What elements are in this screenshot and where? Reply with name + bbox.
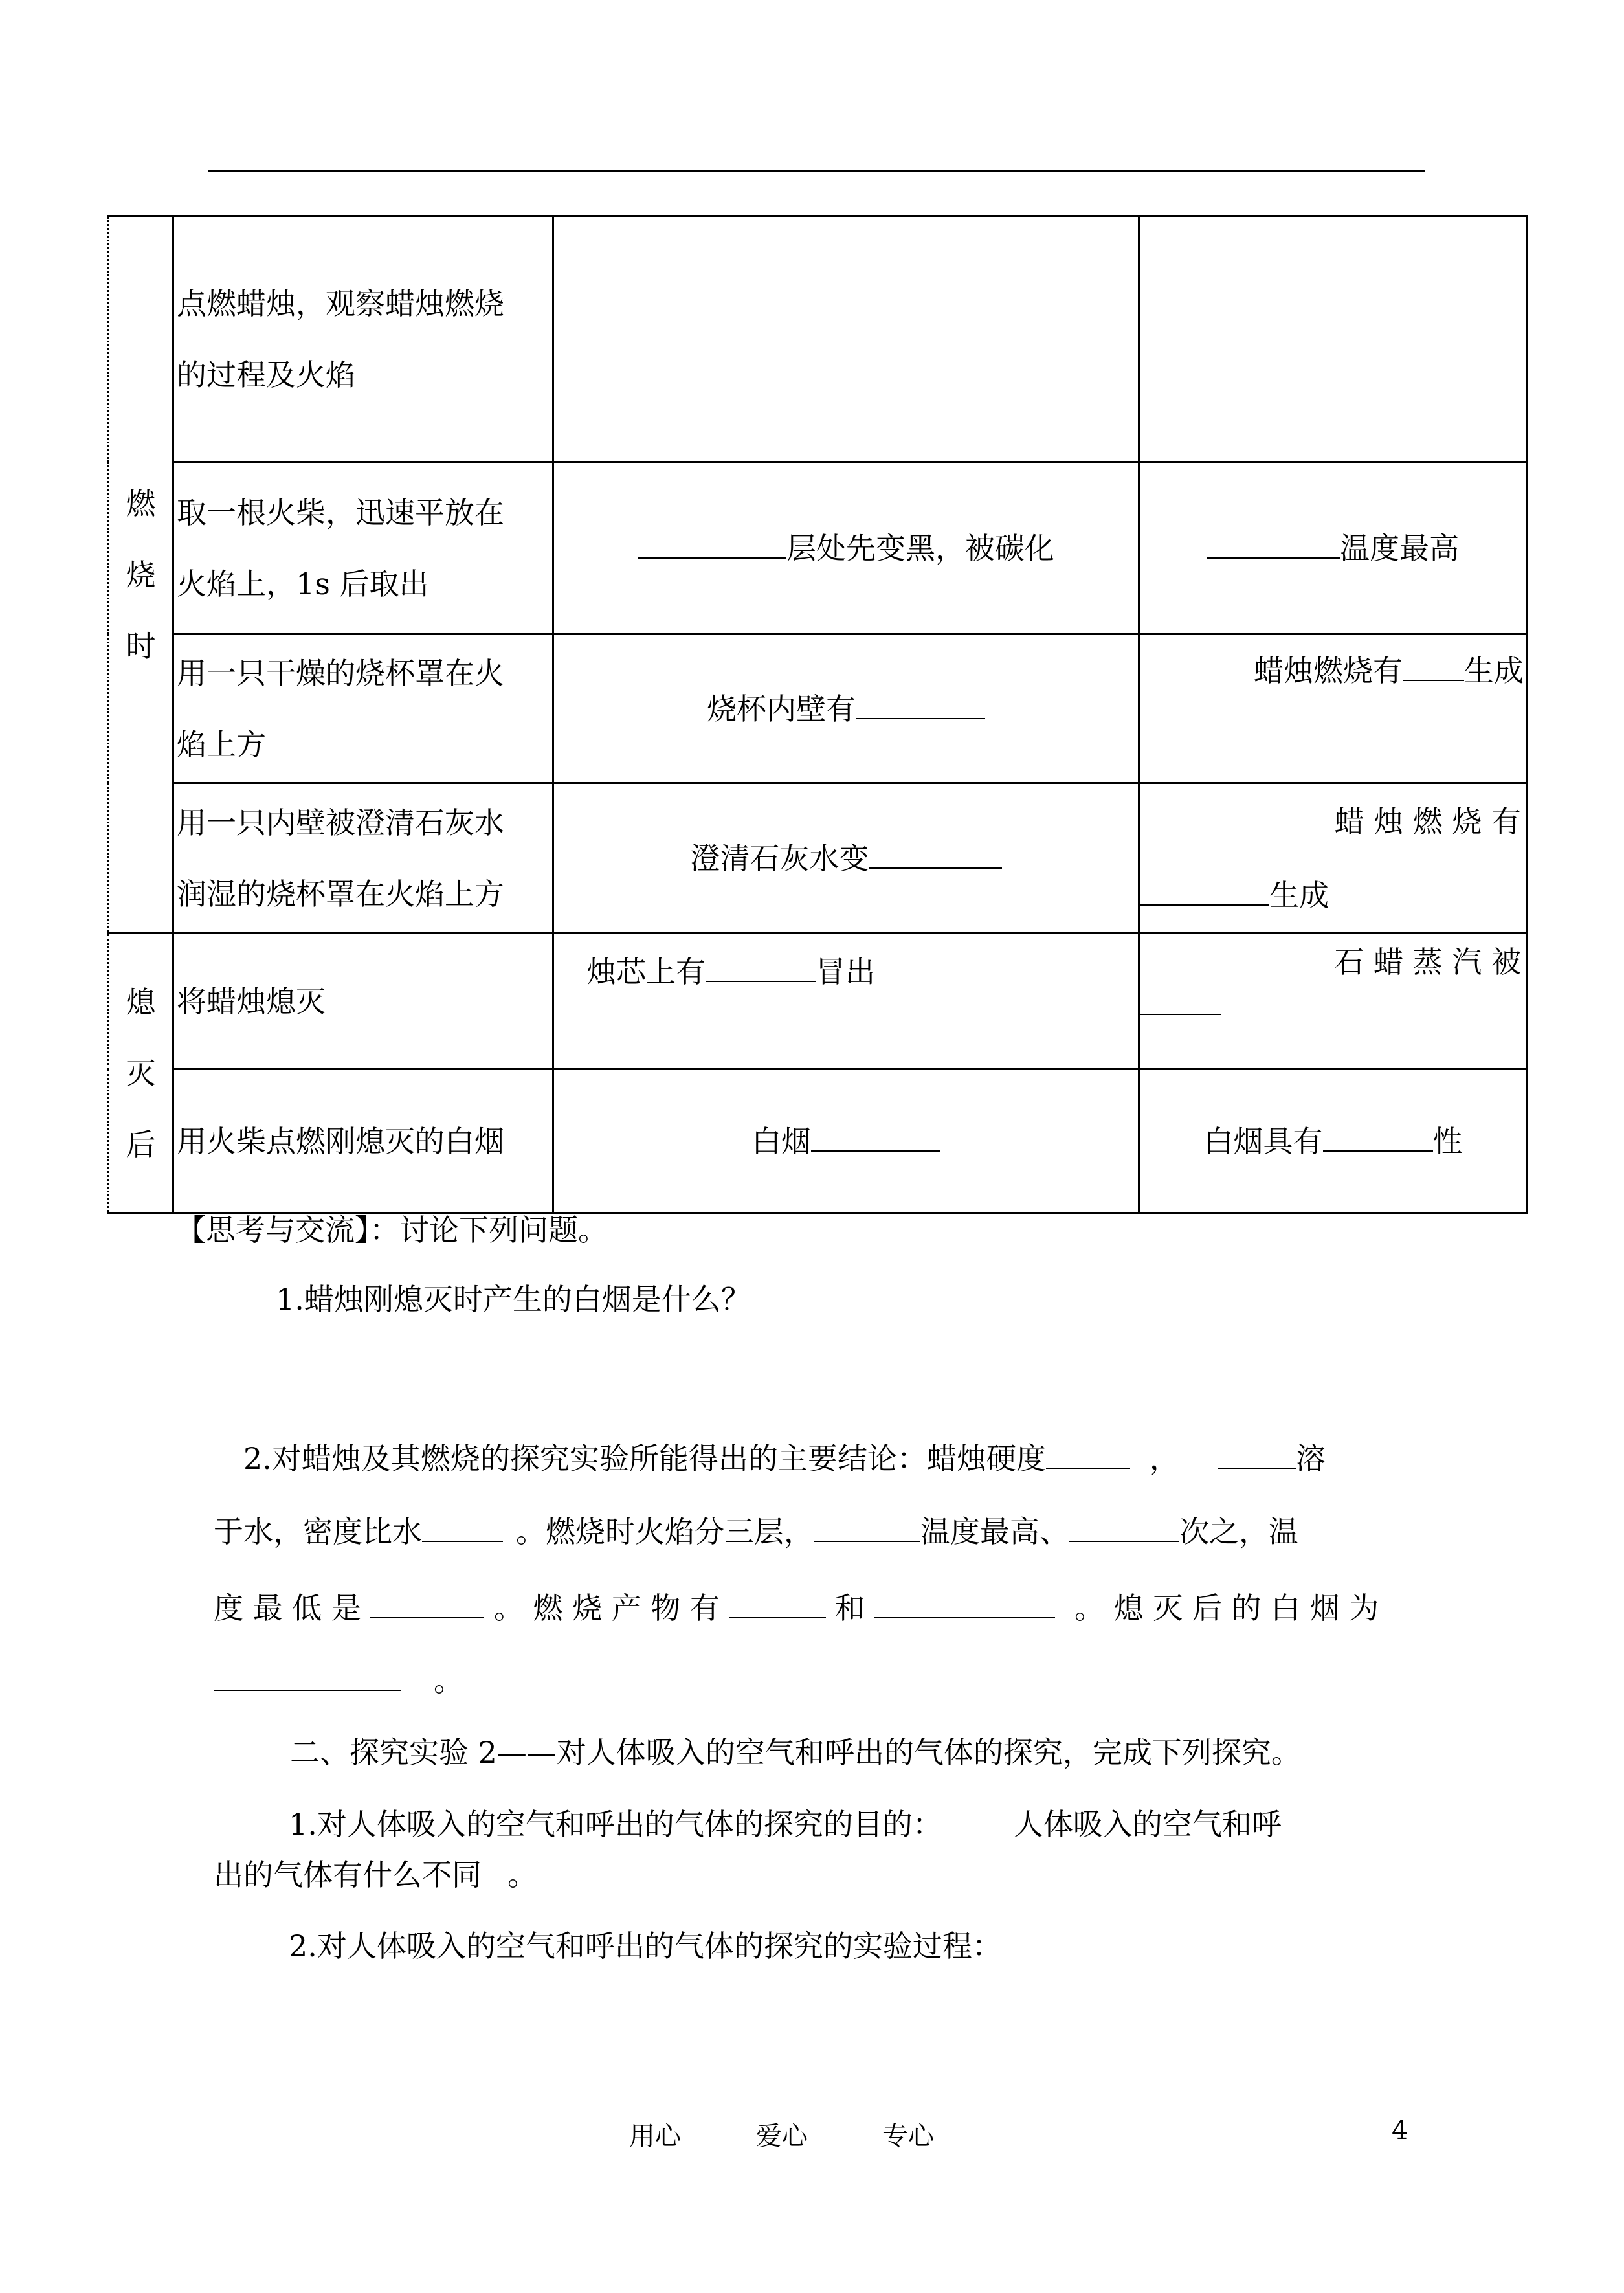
phenomenon-cell: [553, 216, 1139, 462]
q2-text: 度 最 低 是: [214, 1591, 361, 1626]
q2-text: 温度最高、: [920, 1514, 1069, 1549]
phenomenon-text: 澄清石灰水变: [690, 840, 869, 876]
conclusion-cell: [1139, 1069, 1528, 1213]
phenomenon-text: 冒出: [816, 954, 875, 989]
phenomenon-cell: [553, 462, 1139, 634]
conclusion-line: 石 蜡 蒸 汽 被: [1334, 945, 1521, 979]
question-2-line-2: [214, 1512, 1298, 1551]
p1-text: 1.对人体吸入的空气和呼出的气体的探究的目的：: [289, 1807, 942, 1842]
operation-cell: [173, 634, 553, 783]
q2-text: 于水，密度比水: [214, 1514, 422, 1549]
operation-cell: [173, 934, 553, 1069]
fill-blank[interactable]: [422, 1512, 503, 1542]
q2-text: 。 熄 灭 后 的 白 烟 为: [1074, 1591, 1379, 1626]
conclusion-text: 性: [1432, 1123, 1463, 1159]
footer-left: 用心: [629, 2121, 681, 2151]
conclusion-text: 生成: [1464, 653, 1524, 688]
operation-cell: [173, 1069, 553, 1213]
phenomenon-text: 白烟: [751, 1123, 811, 1159]
phenomenon-cell: [553, 1069, 1139, 1213]
conclusion-text: 生成: [1269, 877, 1329, 913]
fill-blank[interactable]: [214, 1661, 401, 1691]
q2-text: 。 燃 烧 产 物 有: [493, 1591, 720, 1626]
stage-after-cell: [109, 934, 173, 1213]
q2-text: 。: [434, 1663, 463, 1698]
phenomenon-text: 烧杯内壁有: [707, 691, 856, 726]
conclusion-cell: [1139, 462, 1528, 634]
fill-blank[interactable]: [874, 1589, 1055, 1618]
fill-blank[interactable]: [638, 529, 786, 559]
q2-separator: ，: [1149, 1441, 1179, 1476]
fill-blank[interactable]: [1140, 985, 1221, 1015]
operation-cell: [173, 783, 553, 934]
question-2-line-4: [214, 1661, 463, 1700]
fill-blank[interactable]: [729, 1589, 826, 1618]
p1-text: 出的气体有什么不同: [214, 1857, 482, 1892]
operation-line: 润湿的烧杯罩在火焰上方: [177, 876, 504, 912]
operation-line: 取一根火柴，迅速平放在: [177, 495, 504, 530]
conclusion-cell: [1139, 783, 1528, 934]
conclusion-cell: [1139, 634, 1528, 783]
fill-blank[interactable]: [856, 689, 985, 719]
table-row: [109, 1069, 1528, 1213]
fill-blank[interactable]: [814, 1512, 920, 1542]
fill-blank[interactable]: [869, 839, 1002, 869]
table-row: [109, 934, 1528, 1069]
table-row: [109, 216, 1528, 462]
section-2-p2: 2.对人体吸入的空气和呼出的气体的探究的实验过程：: [289, 1929, 1002, 1963]
operation-text: 用火柴点燃刚熄灭的白烟: [177, 1123, 504, 1159]
phenomenon-cell: [553, 783, 1139, 934]
phenomenon-text: 烛芯上有: [586, 954, 706, 989]
operation-cell: [173, 462, 553, 634]
section-2-p1-line-2: [214, 1855, 537, 1894]
table-row: [109, 634, 1528, 783]
section-2-p1-line-1: [289, 1805, 1282, 1844]
conclusion-text: 温度最高: [1340, 530, 1459, 566]
phenomenon-cell: [553, 634, 1139, 783]
question-2-line-1: [243, 1439, 1326, 1478]
table-row: [109, 783, 1528, 934]
conclusion-text: 蜡烛燃烧有: [1254, 653, 1403, 688]
q2-text: 。燃烧时火焰分三层，: [516, 1514, 814, 1549]
table-row: [109, 462, 1528, 634]
phenomenon-text: 层处先变黑，被碳化: [786, 530, 1054, 566]
fill-blank[interactable]: [1046, 1439, 1130, 1469]
footer-middle: 爱心: [756, 2121, 808, 2151]
operation-cell: [173, 216, 553, 462]
fill-blank[interactable]: [1069, 1512, 1179, 1542]
fill-blank[interactable]: [1218, 1439, 1296, 1469]
conclusion-cell: [1139, 934, 1528, 1069]
question-2-line-3: [214, 1589, 1379, 1627]
q2-text: 2.对蜡烛及其燃烧的探究实验所能得出的主要结论：蜡烛硬度: [243, 1441, 1046, 1476]
operation-line: 用一只干燥的烧杯罩在火: [177, 655, 504, 691]
stage-burning-cell: [109, 216, 173, 934]
fill-blank[interactable]: [811, 1122, 940, 1152]
conclusion-cell: [1139, 216, 1528, 462]
section-2-title: 二、探究实验 2——对人体吸入的空气和呼出的气体的探究，完成下列探究。: [290, 1735, 1301, 1770]
p1-text: 人体吸入的空气和呼: [1013, 1807, 1282, 1842]
phenomenon-cell: [553, 934, 1139, 1069]
header-rule: [208, 170, 1425, 172]
q2-text: 次之，温: [1179, 1514, 1298, 1549]
operation-line: 点燃蜡烛，观察蜡烛燃烧: [177, 285, 504, 321]
stage-after-label: 熄灭后: [126, 984, 156, 1162]
conclusion-line: 蜡 烛 燃 烧 有: [1334, 803, 1521, 839]
p1-text: 。: [507, 1857, 537, 1892]
fill-blank[interactable]: [1323, 1122, 1433, 1152]
question-1: 1.蜡烛刚熄灭时产生的白烟是什么？: [276, 1282, 751, 1317]
fill-blank[interactable]: [706, 952, 816, 982]
q2-text: 溶: [1295, 1441, 1326, 1476]
operation-line: 用一只内壁被澄清石灰水: [177, 805, 504, 840]
fill-blank[interactable]: [370, 1589, 484, 1618]
fill-blank[interactable]: [1403, 651, 1464, 681]
q2-text: 和: [835, 1591, 865, 1626]
operation-text: 将蜡烛熄灭: [177, 983, 326, 1019]
fill-blank[interactable]: [1207, 529, 1340, 559]
operation-line: 的过程及火焰: [177, 357, 355, 392]
fill-blank[interactable]: [1140, 876, 1269, 906]
stage-burning-label: 燃烧时: [126, 486, 156, 664]
operation-line: 火焰上，1s 后取出: [177, 566, 429, 601]
experiment-table: [107, 215, 1528, 1214]
conclusion-text: 白烟具有: [1203, 1123, 1323, 1159]
page-number: 4: [1392, 2116, 1408, 2145]
discussion-heading: 【思考与交流】：讨论下列问题。: [176, 1213, 608, 1247]
operation-line: 焰上方: [177, 726, 266, 762]
footer-right: 专心: [882, 2121, 934, 2151]
